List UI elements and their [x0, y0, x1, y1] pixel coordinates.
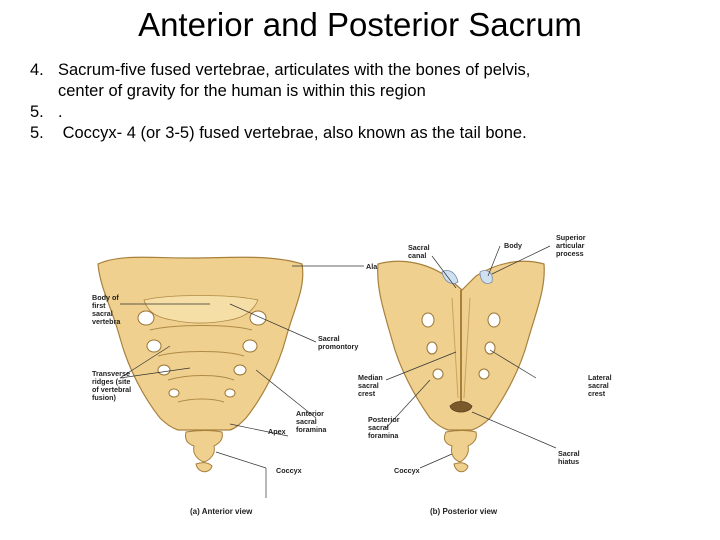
label-sacral-promontory: Sacral — [318, 334, 340, 343]
label-body-first: Body of — [92, 293, 119, 302]
label-posterior-foramina: Posterior — [368, 415, 400, 424]
label-superior-articular: articular — [556, 241, 585, 250]
label-sacral-hiatus: Sacral — [558, 449, 580, 458]
label-median-crest: sacral — [358, 381, 379, 390]
bullet-list — [30, 60, 530, 144]
label-coccyx: Coccyx — [394, 466, 420, 475]
label-transverse-ridges: of vertebral — [92, 385, 132, 394]
list-item — [30, 60, 530, 102]
item-line: Sacrum-five fused vertebrae, articulates with the bones of pelvis, — [58, 61, 531, 79]
item-line: center of gravity for the human is within this region — [58, 82, 426, 100]
item-number: 5. — [30, 124, 44, 142]
item-line: . — [58, 103, 63, 121]
label-sacral-canal: Sacral — [408, 243, 430, 252]
label-apex: Apex — [268, 427, 286, 436]
item-number: 4. — [30, 61, 44, 79]
label-superior-articular: Superior — [556, 233, 586, 242]
caption-posterior: (b) Posterior view — [430, 507, 498, 516]
list-item — [30, 123, 530, 144]
item-number: 5. — [30, 103, 44, 121]
label-ala: Ala — [366, 262, 378, 271]
label-sacral-canal: canal — [408, 251, 427, 260]
label-anterior-foramina: foramina — [296, 425, 327, 434]
item-text — [58, 60, 530, 102]
label-coccyx: Coccyx — [276, 466, 302, 475]
label-posterior-foramina: sacral — [368, 423, 389, 432]
anterior-sacrum — [98, 257, 303, 472]
label-median-crest: crest — [358, 389, 376, 398]
label-body-first: sacral — [92, 309, 113, 318]
label-transverse-ridges: fusion) — [92, 393, 116, 402]
label-transverse-ridges: Transverse — [92, 369, 130, 378]
sacrum-illustration — [80, 228, 620, 528]
label-body-first: vertebra — [92, 317, 121, 326]
label-posterior-foramina: foramina — [368, 431, 399, 440]
slide-title: Anterior and Posterior Sacrum — [138, 6, 582, 43]
label-body-first: first — [92, 301, 106, 310]
label-anterior-foramina: sacral — [296, 417, 317, 426]
label-body: Body — [504, 241, 522, 250]
caption-anterior: (a) Anterior view — [190, 507, 253, 516]
list-item — [30, 102, 530, 123]
label-transverse-ridges: ridges (site — [92, 377, 131, 386]
label-sacral-hiatus: hiatus — [558, 457, 580, 466]
label-superior-articular: process — [556, 249, 584, 258]
label-median-crest: Median — [358, 373, 383, 382]
label-anterior-foramina: Anterior — [296, 409, 324, 418]
label-sacral-promontory: promontory — [318, 342, 359, 351]
posterior-sacrum — [378, 261, 545, 471]
item-line: Coccyx- 4 (or 3-5) fused vertebrae, also known as the tail bone. — [58, 124, 527, 142]
label-lateral-crest: crest — [588, 389, 606, 398]
label-lateral-crest: sacral — [588, 381, 609, 390]
label-lateral-crest: Lateral — [588, 373, 612, 382]
